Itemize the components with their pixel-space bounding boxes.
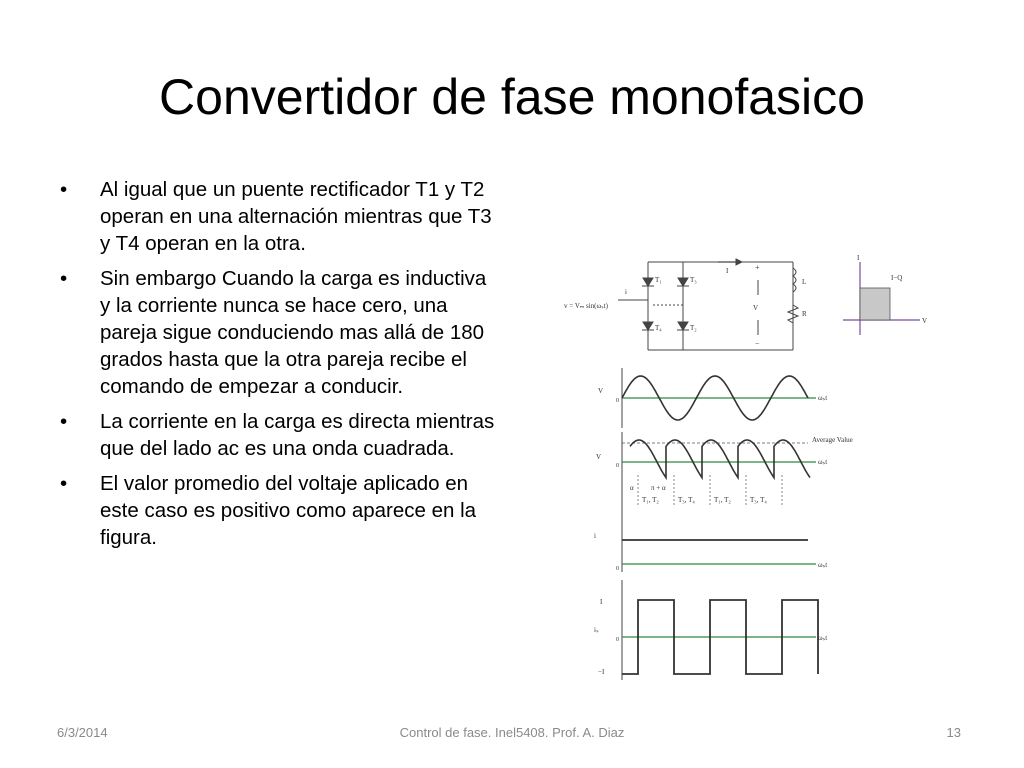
pi-alpha-label: π + α <box>651 484 666 492</box>
plot-is-idc-label: I <box>600 598 603 606</box>
pair-label: T₃, T₄ <box>750 496 767 504</box>
circuit-schematic <box>618 259 798 350</box>
plot-v-label: V <box>598 387 604 395</box>
bullet-item <box>56 470 496 551</box>
bullet-dot: • <box>60 178 68 201</box>
input-current-label: i <box>625 288 627 296</box>
footer-date: 6/3/2014 <box>57 725 108 740</box>
plot-is-label: iₛ <box>594 626 599 634</box>
plot-is-axis-label: ωₛt <box>818 634 828 642</box>
t3-label: T₃ <box>690 276 697 284</box>
t4-label: T₄ <box>655 324 662 332</box>
bullet-item <box>56 408 496 462</box>
bullet-dot: • <box>60 472 68 495</box>
bullet-text: La corriente en la carga es directa mientras que del lado ac es una onda cuadrada. <box>100 410 495 460</box>
vdc-circuit-label: V <box>753 304 759 312</box>
bullet-list <box>56 176 496 559</box>
bullet-text: Sin embargo Cuando la carga es inductiva y la corriente nunca se hace cero, una pareja sigue conduciendo mas allá de 180 grados hasta que la otra pareja recibe el comando de empezar a conducir. <box>100 267 487 398</box>
figure-svg <box>558 250 952 688</box>
minus-label: − <box>755 339 760 348</box>
bullet-text: Al igual que un puente rectificador T1 y T2 operan en una alternación mientras que T3 y T4 operan en la otra. <box>100 178 492 255</box>
plot-vdc-axis-label: ωₛt <box>818 458 828 466</box>
converter-figure <box>558 250 952 688</box>
plot-is-zero: 0 <box>616 637 619 643</box>
output-voltage-wave <box>630 440 810 478</box>
bullet-item <box>56 265 496 400</box>
plot-idc <box>594 512 827 572</box>
slide-title: Convertidor de fase monofasico <box>159 69 865 125</box>
t2-label: T₂ <box>690 324 697 332</box>
plus-label: + <box>755 263 760 272</box>
plot-idc-zero: 0 <box>616 566 619 572</box>
footer-center-text: Control de fase. Inel5408. Prof. A. Diaz <box>399 725 625 740</box>
t1-label: T₁ <box>655 276 662 284</box>
plot-vdc-label: V <box>596 453 602 461</box>
bullet-text: El valor promedio del voltaje aplicado en este caso es positivo como aparece en la figura. <box>100 472 477 549</box>
quadrant-diagram <box>843 254 927 335</box>
quadrant-idc-label: I <box>857 254 860 262</box>
plot-vdc <box>596 432 853 522</box>
source-label: v = Vₘ sin(ωₛt) <box>564 302 608 310</box>
alpha-label: α <box>630 484 634 492</box>
inductor-label: L <box>802 278 807 286</box>
slide-number: 13 <box>946 725 961 740</box>
plot-idc-label: i <box>594 532 596 540</box>
pair-label: T₁, T₂ <box>642 496 659 504</box>
plot-vdc-zero: 0 <box>616 463 619 469</box>
plot-v <box>598 368 827 428</box>
plot-is <box>594 580 827 680</box>
pair-label: T₁, T₂ <box>714 496 731 504</box>
resistor-label: R <box>802 310 807 318</box>
average-value-label: Average Value <box>812 436 853 444</box>
bullet-dot: • <box>60 410 68 433</box>
quadrant-label: I−Q <box>891 274 903 282</box>
pair-label: T₃, T₄ <box>678 496 695 504</box>
plot-v-zero: 0 <box>616 398 619 404</box>
quadrant-vdc-label: V <box>922 317 928 325</box>
plot-is-neg-label: −I <box>598 668 605 676</box>
idc-circuit-label: I <box>726 267 729 275</box>
bullet-item <box>56 176 496 257</box>
plot-idc-axis-label: ωₛt <box>818 561 828 569</box>
plot-v-axis-label: ωₛt <box>818 394 828 402</box>
bullet-dot: • <box>60 267 68 290</box>
